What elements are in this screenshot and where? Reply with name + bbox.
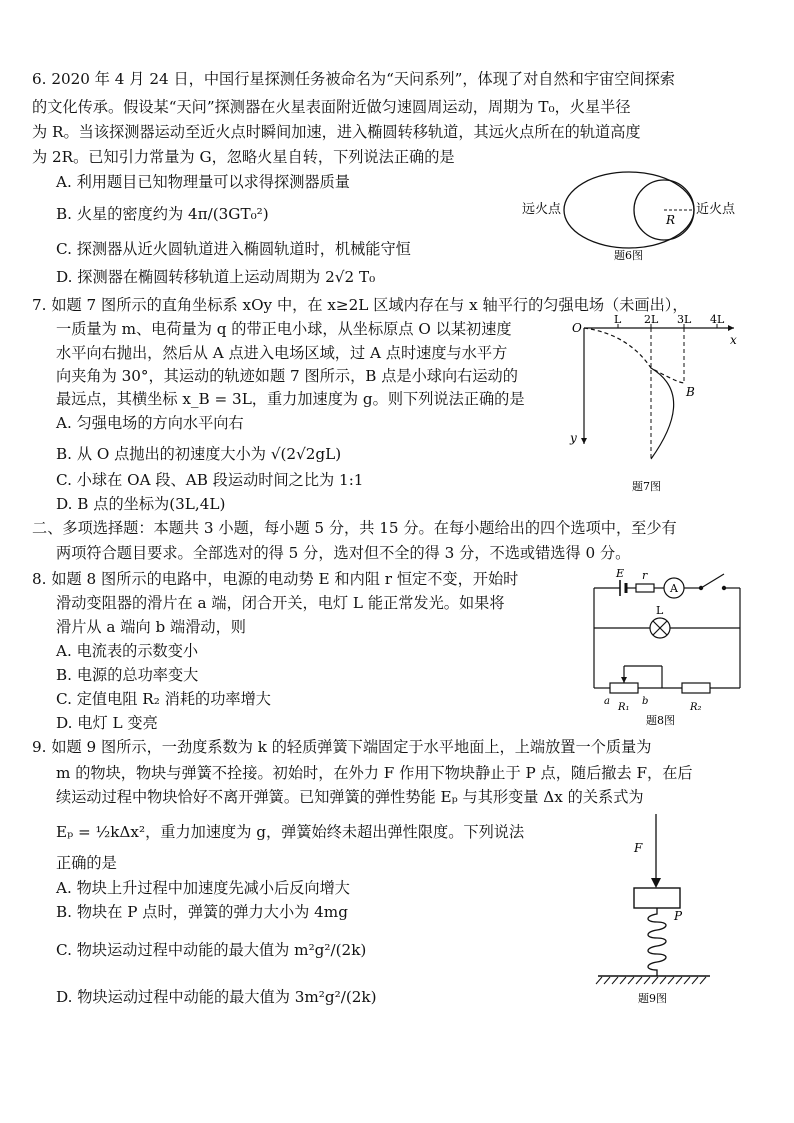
q7-option-c: C. 小球在 OA 段、AB 段运动时间之比为 1:1 [56, 471, 364, 489]
ammeter-label: A [670, 582, 678, 595]
q8-option-b: B. 电源的总功率变大 [56, 666, 199, 684]
q9-option-a: A. 物块上升过程中加速度先减小后反向增大 [56, 879, 350, 897]
q6-caption: 题6图 [614, 249, 643, 262]
y-axis-label: y [570, 431, 577, 445]
tick-label-4l: 4L [710, 314, 725, 326]
q9-stem-line-3: 续运动过程中物块恰好不离开弹簧。已知弹簧的弹性势能 Eₚ 与其形变量 Δx 的关系式为 [56, 788, 644, 806]
q9-caption: 题9图 [638, 992, 667, 1005]
q9-figure [594, 814, 714, 1010]
point-b-label: B [686, 385, 695, 399]
q7-option-d: D. B 点的坐标为(3L,4L) [56, 495, 226, 513]
trajectory-oa [584, 328, 684, 383]
q8-stem-line-2: 滑动变阻器的滑片在 a 端，闭合开关，电灯 L 能正常发光。如果将 [56, 594, 505, 612]
r2-label: R₂ [690, 702, 702, 713]
q6-stem-line-1: 6. 2020 年 4 月 24 日，中国行星探测任务被命名为“天问系列”，体现了对自然和宇宙空间探索 [32, 70, 675, 88]
resistor-r2 [682, 683, 710, 693]
rheostat-r1 [610, 683, 638, 693]
switch-lever [701, 574, 724, 588]
q8-stem-line-3: 滑片从 a 端向 b 端滑动，则 [56, 618, 246, 636]
q7-option-a: A. 匀强电场的方向水平向右 [56, 414, 244, 432]
point-p-label: P [674, 909, 683, 923]
x-axis-arrow [728, 325, 734, 331]
a-end-label: a [604, 696, 610, 707]
emf-label: E [616, 567, 625, 580]
q8-option-a: A. 电流表的示数变小 [56, 642, 199, 660]
q8-stem-line-1: 8. 如题 8 图所示的电路中，电源的电动势 E 和内阻 r 恒定不变，开始时 [32, 570, 519, 588]
trajectory-in-field [651, 368, 674, 459]
q8-option-d: D. 电灯 L 变亮 [56, 714, 158, 732]
q8-figure [584, 564, 756, 732]
section2-line-2: 两项符合题目要求。全部选对的得 5 分，选对但不全的得 3 分，不选或错选得 0 分。 [56, 544, 631, 562]
spring [648, 908, 666, 976]
force-arrow-head [651, 878, 661, 888]
slider-arrow [621, 677, 627, 683]
q8-option-c: C. 定值电阻 R₂ 消耗的功率增大 [56, 690, 271, 708]
q6-option-b: B. 火星的密度约为 4π/(3GT₀²) [56, 205, 269, 223]
q6-option-d: D. 探测器在椭圆转移轨道上运动周期为 2√2 T₀ [56, 268, 376, 286]
q7-stem-line-4: 向夹角为 30°，其运动的轨迹如题 7 图所示，B 点是小球向右运动的 [56, 367, 518, 385]
q9-option-c: C. 物块运动过程中动能的最大值为 m²g²/(2k) [56, 941, 367, 959]
far-point-label: 远火点 [522, 202, 562, 217]
block [634, 888, 680, 908]
q6-stem-line-2: 的文化传承。假设某“天问”探测器在火星表面附近做匀速圆周运动，周期为 T₀，火星半径 [32, 98, 631, 116]
y-axis-arrow [581, 438, 587, 444]
x-axis-label: x [730, 333, 737, 347]
internal-resistance [636, 584, 654, 592]
q9-option-b: B. 物块在 P 点时，弹簧的弹力大小为 4mg [56, 903, 348, 921]
tick-label-3l: 3L [677, 314, 692, 326]
q8-caption: 题8图 [646, 714, 675, 727]
force-label: F [634, 841, 643, 855]
q6-stem-line-4: 为 2R。已知引力常量为 G，忽略火星自转，下列说法正确的是 [32, 148, 455, 166]
internal-r-label: r [642, 569, 648, 582]
q7-stem-line-3: 水平向右抛出，然后从 A 点进入电场区域，过 A 点时速度与水平方 [56, 344, 508, 362]
q7-stem-line-5: 最远点，其横坐标 x_B = 3L，重力加速度为 g。则下列说法正确的是 [56, 390, 525, 408]
tick-label-l: L [614, 314, 622, 326]
near-point-label: 近火点 [696, 202, 736, 217]
ground-hatching [596, 977, 706, 984]
origin-label: O [572, 321, 582, 335]
section2-line-1: 二、多项选择题：本题共 3 小题，每小题 5 分，共 15 分。在每小题给出的四个选项中，至少有 [32, 519, 677, 537]
q9-stem-line-5: 正确的是 [56, 854, 117, 872]
radius-label: R [666, 213, 676, 227]
q7-stem-line-1: 7. 如题 7 图所示的直角坐标系 xOy 中，在 x≥2L 区域内存在与 x 轴平行的匀强电场（未画出）， [32, 296, 688, 314]
q6-stem-line-3: 为 R。当该探测器运动至近火点时瞬间加速，进入椭圆转移轨道，其远火点所在的轨道高度 [32, 123, 641, 141]
q6-option-c: C. 探测器从近火圆轨道进入椭圆轨道时，机械能守恒 [56, 240, 411, 258]
q7-stem-line-2: 一质量为 m、电荷量为 q 的带正电小球，从坐标原点 O 以某初速度 [56, 320, 512, 338]
q7-option-b: B. 从 O 点抛出的初速度大小为 √(2√2gL) [56, 445, 342, 463]
lamp-label: L [656, 604, 664, 617]
tick-label-2l: 2L [644, 314, 659, 326]
b-end-label: b [642, 696, 649, 707]
q7-caption: 题7图 [632, 480, 661, 493]
r1-label: R₁ [618, 702, 630, 713]
q6-figure [516, 166, 746, 266]
q6-option-a: A. 利用题目已知物理量可以求得探测器质量 [56, 173, 350, 191]
q9-option-d: D. 物块运动过程中动能的最大值为 3m²g²/(2k) [56, 988, 377, 1006]
q7-figure [566, 314, 746, 498]
q9-stem-line-4: Eₚ = ½kΔx²，重力加速度为 g，弹簧始终未超出弹性限度。下列说法 [56, 823, 525, 841]
q9-stem-line-2: m 的物块，物块与弹簧不拴接。初始时，在外力 F 作用下物块静止于 P 点，随后撤去 F，在后 [56, 764, 693, 782]
q9-stem-line-1: 9. 如题 9 图所示，一劲度系数为 k 的轻质弹簧下端固定于水平地面上，上端放置一个质量为 [32, 738, 652, 756]
